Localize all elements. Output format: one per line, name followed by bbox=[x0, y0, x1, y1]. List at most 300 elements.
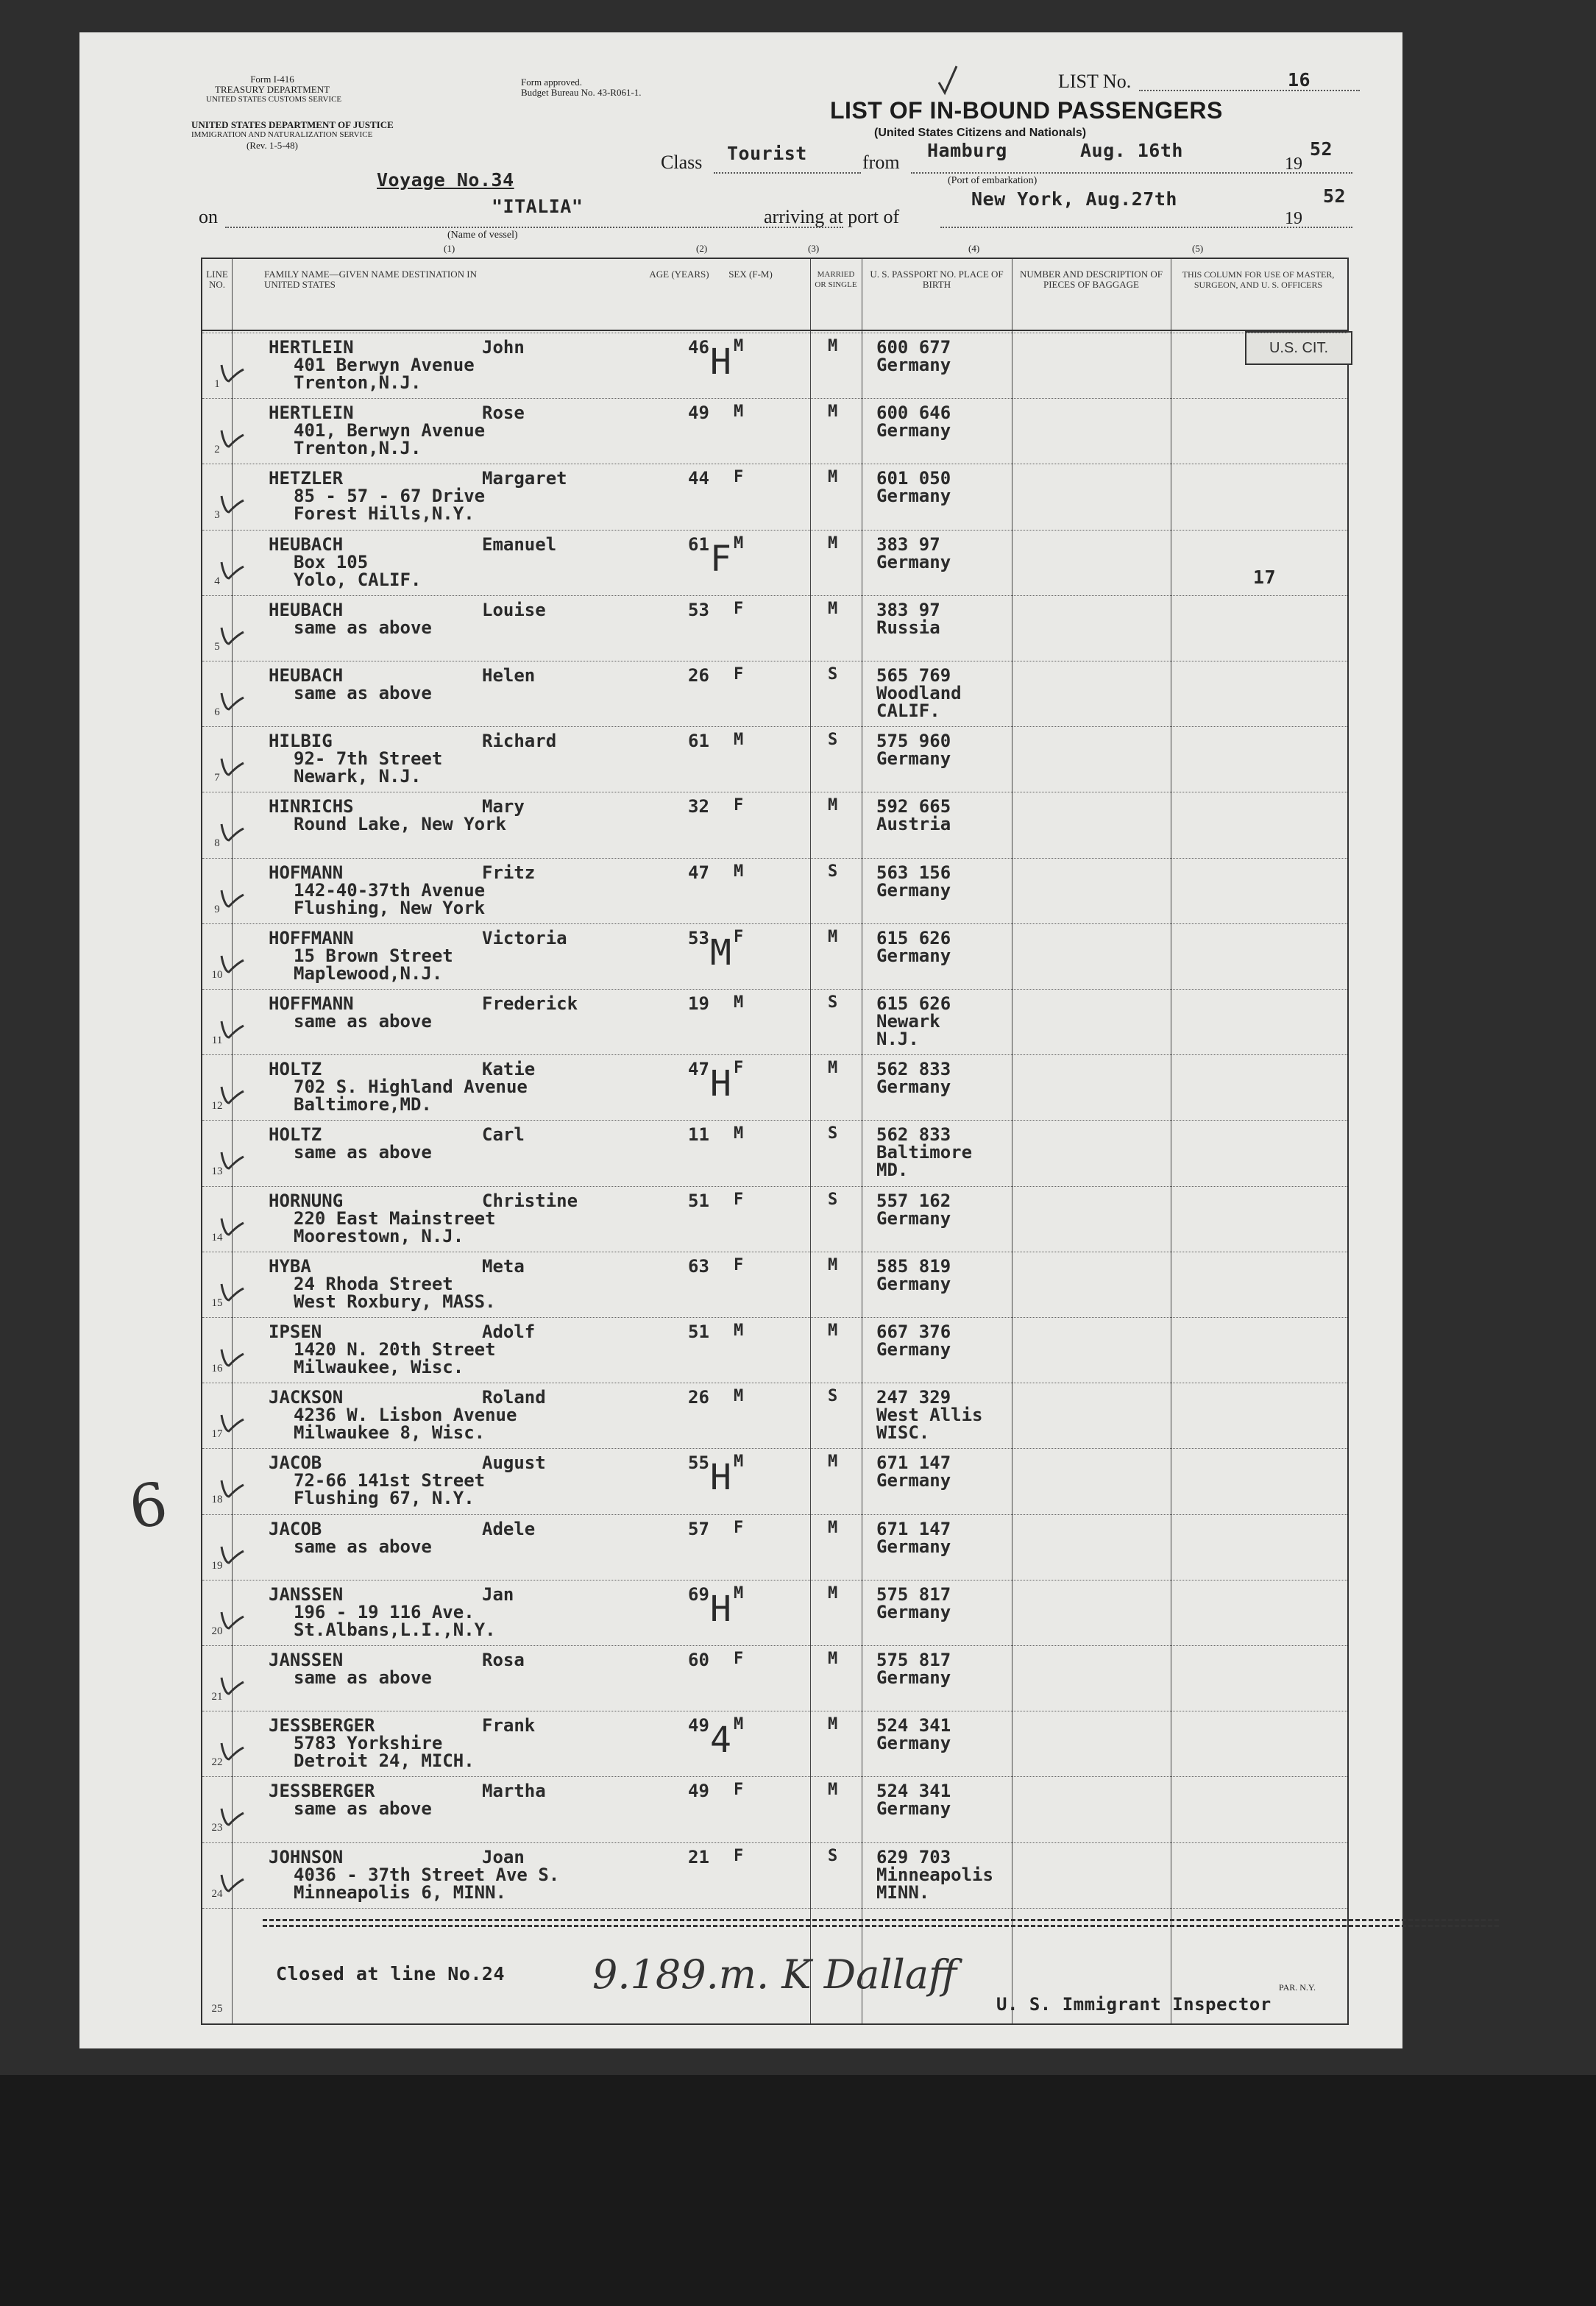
address-line-2: Maplewood,N.J. bbox=[294, 962, 443, 984]
family-name: HEUBACH bbox=[269, 599, 344, 620]
passenger-table bbox=[201, 258, 1349, 2025]
line-number: 13 bbox=[211, 1166, 223, 1178]
col-number-3: (3) bbox=[808, 243, 820, 254]
age: 55 bbox=[688, 1452, 709, 1474]
check-mark-icon bbox=[219, 347, 245, 384]
age: 11 bbox=[688, 1124, 709, 1146]
voyage-number: Voyage No.34 bbox=[377, 169, 514, 191]
passport-number: 247 329 bbox=[876, 1387, 951, 1408]
embarkation-note: (Port of embarkation) bbox=[948, 175, 1038, 186]
header-married: MARRIED OR SINGLE bbox=[815, 270, 857, 289]
address-line-2: Baltimore,MD. bbox=[294, 1094, 432, 1115]
address-line-1: 401, Berwyn Avenue bbox=[294, 420, 486, 441]
arrival-value: New York, Aug.27th bbox=[971, 188, 1177, 210]
revision-label: (Rev. 1-5-48) bbox=[247, 140, 298, 151]
sex: M bbox=[734, 1715, 744, 1734]
line-number: 4 bbox=[214, 575, 220, 587]
given-name: Rose bbox=[482, 402, 525, 424]
header-age: AGE (YEARS) bbox=[649, 269, 709, 280]
place-of-birth: Germany bbox=[876, 1798, 951, 1820]
check-mark-icon bbox=[219, 1594, 245, 1631]
passenger-row bbox=[202, 1448, 1347, 1514]
given-name: Emanuel bbox=[482, 533, 557, 555]
age: 69 bbox=[688, 1583, 709, 1605]
year-prefix-1: 19 bbox=[1285, 155, 1302, 174]
passport-number: 562 833 bbox=[876, 1059, 951, 1080]
line-number: 3 bbox=[214, 509, 220, 522]
address-line-1: same as above bbox=[294, 683, 432, 703]
family-name: JOHNSON bbox=[269, 1846, 344, 1867]
place-of-birth-line-2: N.J. bbox=[876, 1029, 919, 1049]
marital-status: M bbox=[828, 599, 838, 618]
sex: M bbox=[734, 1124, 744, 1143]
marital-status: M bbox=[828, 1059, 838, 1078]
line-number: 22 bbox=[211, 1756, 223, 1769]
check-mark-icon bbox=[219, 873, 245, 909]
marital-status: S bbox=[828, 1387, 838, 1406]
address-line-1: 401 Berwyn Avenue bbox=[294, 355, 475, 375]
given-name: Martha bbox=[482, 1781, 546, 1802]
place-of-birth: Germany bbox=[876, 1536, 951, 1557]
family-name: JACOB bbox=[269, 1452, 322, 1474]
us-citizen-stamp: U.S. CIT. bbox=[1245, 331, 1352, 365]
check-mark-icon bbox=[219, 1332, 245, 1369]
handwritten-mark: M bbox=[710, 932, 731, 973]
family-name: HERTLEIN bbox=[269, 402, 354, 424]
ins-label: IMMIGRATION AND NATURALIZATION SERVICE bbox=[191, 130, 373, 139]
marital-status: M bbox=[828, 1255, 838, 1274]
sex: F bbox=[734, 665, 744, 684]
col-number-1: (1) bbox=[444, 243, 455, 254]
place-of-birth: Minneapolis bbox=[876, 1864, 993, 1885]
place-of-birth: Germany bbox=[876, 1339, 951, 1360]
line-number: 5 bbox=[214, 640, 220, 653]
passport-number: 565 769 bbox=[876, 665, 951, 686]
passenger-row bbox=[202, 726, 1347, 792]
line-number-25: 25 bbox=[211, 2003, 223, 2015]
col-number-4: (4) bbox=[968, 243, 980, 254]
marital-status: M bbox=[828, 533, 838, 553]
given-name: Frank bbox=[482, 1715, 536, 1736]
passenger-row bbox=[202, 1842, 1347, 1908]
marital-status: S bbox=[828, 862, 838, 881]
line-number: 16 bbox=[211, 1363, 223, 1374]
marital-status: M bbox=[828, 1321, 838, 1340]
family-name: IPSEN bbox=[269, 1321, 322, 1342]
address-line-2: Detroit 24, MICH. bbox=[294, 1750, 475, 1772]
manifest-page bbox=[79, 32, 1402, 2048]
arriving-label: arriving at port of bbox=[764, 206, 900, 227]
place-of-birth: Germany bbox=[876, 486, 951, 507]
passport-number: 575 817 bbox=[876, 1583, 951, 1605]
line-number: 18 bbox=[211, 1494, 223, 1506]
address-line-1: Box 105 bbox=[294, 551, 369, 572]
age: 51 bbox=[688, 1190, 709, 1211]
marital-status: S bbox=[828, 993, 838, 1012]
passenger-row bbox=[202, 1186, 1347, 1252]
budget-bureau: Budget Bureau No. 43-R061-1. bbox=[521, 87, 642, 98]
check-mark-icon bbox=[219, 1857, 245, 1894]
marital-status: S bbox=[828, 1124, 838, 1143]
marital-status: M bbox=[828, 1650, 838, 1668]
vessel-name: "ITALIA" bbox=[492, 196, 584, 217]
passport-number: 585 819 bbox=[876, 1255, 951, 1277]
justice-label: UNITED STATES DEPARTMENT OF JUSTICE bbox=[191, 119, 394, 130]
family-name: HOFMANN bbox=[269, 862, 344, 883]
passport-number: 383 97 bbox=[876, 599, 940, 620]
place-of-birth: Germany bbox=[876, 1733, 951, 1754]
passport-number: 575 817 bbox=[876, 1650, 951, 1670]
place-of-birth-line-2: CALIF. bbox=[876, 700, 940, 721]
place-of-birth: Germany bbox=[876, 1273, 951, 1294]
address-line-1: 15 Brown Street bbox=[294, 945, 453, 966]
age: 63 bbox=[688, 1255, 709, 1277]
handwritten-mark: H bbox=[710, 341, 731, 383]
col-number-2: (2) bbox=[696, 243, 708, 254]
address-line-2: Moorestown, N.J. bbox=[294, 1225, 464, 1246]
given-name: August bbox=[482, 1452, 546, 1474]
family-name: HOLTZ bbox=[269, 1059, 322, 1080]
given-name: John bbox=[482, 337, 525, 358]
check-mark-icon bbox=[219, 1004, 245, 1040]
sex: M bbox=[734, 337, 744, 355]
place-of-birth: Germany bbox=[876, 420, 951, 441]
passenger-row bbox=[202, 989, 1347, 1054]
class-value: Tourist bbox=[727, 143, 807, 164]
address-line-1: 5783 Yorkshire bbox=[294, 1733, 443, 1754]
address-line-1: 220 East Mainstreet bbox=[294, 1207, 496, 1229]
place-of-birth: West Allis bbox=[876, 1405, 983, 1426]
header-baggage: NUMBER AND DESCRIPTION OF PIECES OF BAGGAGE bbox=[1020, 269, 1163, 290]
inspector-label: U. S. Immigrant Inspector bbox=[996, 1994, 1272, 2015]
address-line-1: same as above bbox=[294, 1798, 432, 1820]
passport-number: 629 703 bbox=[876, 1846, 951, 1867]
marital-status: M bbox=[828, 337, 838, 355]
sex: M bbox=[734, 402, 744, 422]
given-name: Roland bbox=[482, 1387, 546, 1408]
given-name: Frederick bbox=[482, 993, 578, 1014]
list-no-label: LIST No. bbox=[1058, 71, 1132, 92]
given-name: Christine bbox=[482, 1190, 578, 1211]
given-name: Adolf bbox=[482, 1321, 536, 1342]
sex: F bbox=[734, 1059, 744, 1078]
handwritten-mark: H bbox=[710, 1063, 731, 1105]
given-name: Mary bbox=[482, 796, 525, 817]
age: 21 bbox=[688, 1846, 709, 1867]
sex: M bbox=[734, 862, 744, 881]
line-number: 6 bbox=[214, 706, 220, 718]
check-mark-icon bbox=[219, 413, 245, 450]
place-of-birth: Baltimore bbox=[876, 1142, 973, 1163]
address-line-1: 196 - 19 116 Ave. bbox=[294, 1601, 475, 1622]
passenger-row bbox=[202, 398, 1347, 464]
given-name: Louise bbox=[482, 599, 546, 620]
place-of-birth: Russia bbox=[876, 617, 940, 638]
line-number: 24 bbox=[211, 1887, 223, 1900]
departure-date: Aug. 16th bbox=[1080, 140, 1183, 161]
sex: F bbox=[734, 1190, 744, 1209]
line-number: 20 bbox=[211, 1625, 223, 1637]
address-line-1: same as above bbox=[294, 1667, 432, 1688]
from-label: from bbox=[862, 152, 900, 173]
passport-number: 562 833 bbox=[876, 1124, 951, 1146]
family-name: JACKSON bbox=[269, 1387, 344, 1408]
sex: M bbox=[734, 731, 744, 750]
class-label: Class bbox=[661, 152, 703, 173]
passport-number: 524 341 bbox=[876, 1715, 951, 1736]
sex: F bbox=[734, 1781, 744, 1800]
address-line-1: 1420 N. 20th Street bbox=[294, 1339, 496, 1360]
passenger-row bbox=[202, 661, 1347, 726]
closing-rule bbox=[263, 1919, 1499, 1921]
place-of-birth: Germany bbox=[876, 945, 951, 966]
page-subtitle: (United States Citizens and Nationals) bbox=[874, 127, 1087, 139]
given-name: Adele bbox=[482, 1518, 536, 1539]
sex: F bbox=[734, 1518, 744, 1537]
closing-rule bbox=[263, 1925, 1499, 1927]
check-mark-icon bbox=[933, 62, 962, 99]
year-suffix-1: 52 bbox=[1310, 138, 1333, 160]
treasury-label: TREASURY DEPARTMENT bbox=[214, 84, 330, 95]
address-line-1: 142-40-37th Avenue bbox=[294, 879, 486, 901]
sex: M bbox=[734, 993, 744, 1012]
check-mark-icon bbox=[219, 1201, 245, 1238]
age: 51 bbox=[688, 1321, 709, 1342]
check-mark-icon bbox=[219, 1791, 245, 1828]
family-name: HOFFMANN bbox=[269, 927, 354, 948]
given-name: Margaret bbox=[482, 468, 567, 489]
marital-status: M bbox=[828, 1518, 838, 1537]
header-line-no: LINE NO. bbox=[206, 269, 228, 290]
line-number: 9 bbox=[214, 903, 220, 915]
place-of-birth: Germany bbox=[876, 1076, 951, 1098]
sex: F bbox=[734, 1255, 744, 1274]
check-mark-icon bbox=[219, 1266, 245, 1303]
list-number: 16 bbox=[1288, 69, 1311, 91]
line-number: 11 bbox=[211, 1035, 223, 1046]
age: 49 bbox=[688, 402, 709, 424]
year-suffix-2: 52 bbox=[1323, 185, 1347, 207]
handwritten-signature: 9.189.m. K Dallaff bbox=[592, 1951, 957, 1998]
check-mark-icon bbox=[219, 938, 245, 975]
line-number: 23 bbox=[211, 1822, 223, 1834]
marital-status: M bbox=[828, 796, 838, 815]
family-name: JESSBERGER bbox=[269, 1715, 375, 1736]
line-number: 15 bbox=[211, 1296, 223, 1309]
passenger-row bbox=[202, 333, 1347, 398]
check-mark-icon bbox=[219, 610, 245, 647]
address-line-1: same as above bbox=[294, 1536, 432, 1557]
line-number: 7 bbox=[214, 772, 220, 784]
par-note: PAR. N.Y. bbox=[1279, 1982, 1316, 1993]
address-line-2: Newark, N.J. bbox=[294, 766, 422, 787]
sex: M bbox=[734, 1321, 744, 1340]
address-line-1: Round Lake, New York bbox=[294, 814, 506, 835]
sex: F bbox=[734, 468, 744, 487]
check-mark-icon bbox=[219, 1529, 245, 1566]
check-mark-icon bbox=[219, 1069, 245, 1106]
family-name: HOFFMANN bbox=[269, 993, 354, 1014]
address-line-2: Flushing 67, N.Y. bbox=[294, 1488, 475, 1509]
check-mark-icon bbox=[219, 1397, 245, 1434]
sex: M bbox=[734, 1452, 744, 1472]
closed-at-line: Closed at line No.24 bbox=[276, 1963, 506, 1984]
age: 47 bbox=[688, 862, 709, 883]
line-number: 8 bbox=[214, 837, 220, 850]
passenger-row bbox=[202, 1120, 1347, 1185]
given-name: Jan bbox=[482, 1583, 514, 1605]
marital-status: M bbox=[828, 1583, 838, 1603]
address-line-1: 85 - 57 - 67 Drive bbox=[294, 486, 486, 507]
place-of-birth: Germany bbox=[876, 355, 951, 375]
line-number: 19 bbox=[211, 1559, 223, 1572]
form-number: Form I-416 bbox=[250, 74, 294, 85]
sex: M bbox=[734, 533, 744, 553]
page-title: LIST OF IN-BOUND PASSENGERS bbox=[830, 97, 1223, 124]
marital-status: M bbox=[828, 468, 838, 487]
passport-number: 592 665 bbox=[876, 796, 951, 817]
check-mark-icon bbox=[219, 544, 245, 581]
given-name: Carl bbox=[482, 1124, 525, 1146]
passenger-row bbox=[202, 1580, 1347, 1645]
passport-number: 671 147 bbox=[876, 1518, 951, 1539]
passenger-row bbox=[202, 858, 1347, 923]
given-name: Victoria bbox=[482, 927, 567, 948]
age: 53 bbox=[688, 927, 709, 948]
address-line-1: 4236 W. Lisbon Avenue bbox=[294, 1405, 517, 1426]
place-of-birth-line-2: WISC. bbox=[876, 1422, 930, 1444]
line-number: 17 bbox=[211, 1428, 223, 1441]
sex: F bbox=[734, 796, 744, 815]
place-of-birth: Germany bbox=[876, 1667, 951, 1688]
marital-status: M bbox=[828, 1781, 838, 1800]
passport-number: 600 677 bbox=[876, 337, 951, 358]
passenger-row bbox=[202, 792, 1347, 857]
check-mark-icon bbox=[219, 1660, 245, 1697]
passport-number: 671 147 bbox=[876, 1452, 951, 1474]
address-line-1: same as above bbox=[294, 1142, 432, 1163]
header-sex: SEX (F-M) bbox=[728, 269, 773, 280]
passport-number: 563 156 bbox=[876, 862, 951, 883]
family-name: JANSSEN bbox=[269, 1583, 344, 1605]
passenger-row bbox=[202, 1054, 1347, 1120]
address-line-1: 24 Rhoda Street bbox=[294, 1273, 453, 1294]
place-of-birth-line-2: MINN. bbox=[876, 1881, 930, 1903]
margin-note: 6 bbox=[124, 1469, 172, 1543]
family-name: HINRICHS bbox=[269, 796, 354, 817]
marital-status: S bbox=[828, 731, 838, 750]
passport-number: 601 050 bbox=[876, 468, 951, 489]
passenger-row bbox=[202, 1645, 1347, 1711]
passenger-row bbox=[202, 1776, 1347, 1842]
from-value: Hamburg bbox=[927, 140, 1007, 161]
age: 47 bbox=[688, 1059, 709, 1080]
age: 44 bbox=[688, 468, 709, 489]
family-name: HERTLEIN bbox=[269, 337, 354, 358]
age: 61 bbox=[688, 731, 709, 752]
marital-status: S bbox=[828, 665, 838, 684]
customs-label: UNITED STATES CUSTOMS SERVICE bbox=[206, 95, 342, 104]
passport-number: 524 341 bbox=[876, 1781, 951, 1802]
passport-number: 667 376 bbox=[876, 1321, 951, 1342]
address-line-2: Trenton,N.J. bbox=[294, 372, 422, 393]
family-name: HEUBACH bbox=[269, 533, 344, 555]
passenger-row bbox=[202, 1317, 1347, 1383]
passenger-row bbox=[202, 1711, 1347, 1776]
family-name: JACOB bbox=[269, 1518, 322, 1539]
passenger-row bbox=[202, 1383, 1347, 1448]
address-line-2: Milwaukee 8, Wisc. bbox=[294, 1422, 486, 1444]
place-of-birth: Germany bbox=[876, 879, 951, 901]
family-name: JANSSEN bbox=[269, 1650, 344, 1670]
place-of-birth: Newark bbox=[876, 1011, 940, 1032]
age: 46 bbox=[688, 337, 709, 358]
passenger-row bbox=[202, 464, 1347, 529]
age: 49 bbox=[688, 1715, 709, 1736]
address-line-1: 4036 - 37th Street Ave S. bbox=[294, 1864, 560, 1885]
age: 19 bbox=[688, 993, 709, 1014]
line-number: 1 bbox=[214, 378, 220, 390]
header-name: FAMILY NAME—GIVEN NAME DESTINATION IN UNITED STATES bbox=[264, 269, 478, 290]
place-of-birth: Germany bbox=[876, 1207, 951, 1229]
sex: F bbox=[734, 1846, 744, 1865]
age: 61 bbox=[688, 533, 709, 555]
line-number: 21 bbox=[211, 1691, 223, 1703]
check-mark-icon bbox=[219, 1463, 245, 1500]
line-number: 2 bbox=[214, 444, 220, 456]
handwritten-mark: H bbox=[710, 1588, 731, 1630]
passport-number: 615 626 bbox=[876, 993, 951, 1014]
passenger-row bbox=[202, 1514, 1347, 1580]
sex: F bbox=[734, 1650, 744, 1668]
age: 60 bbox=[688, 1650, 709, 1670]
line-number: 12 bbox=[211, 1100, 223, 1113]
family-name: HORNUNG bbox=[269, 1190, 344, 1211]
address-line-2: Trenton,N.J. bbox=[294, 438, 422, 459]
place-of-birth: Germany bbox=[876, 551, 951, 572]
sex: F bbox=[734, 599, 744, 618]
on-label: on bbox=[199, 206, 218, 227]
family-name: HOLTZ bbox=[269, 1124, 322, 1146]
place-of-birth-line-2: MD. bbox=[876, 1160, 909, 1181]
family-name: HEUBACH bbox=[269, 665, 344, 686]
place-of-birth: Germany bbox=[876, 748, 951, 770]
address-line-1: 92- 7th Street bbox=[294, 748, 443, 770]
year-prefix-2: 19 bbox=[1285, 209, 1302, 228]
family-name: JESSBERGER bbox=[269, 1781, 375, 1802]
age: 32 bbox=[688, 796, 709, 817]
family-name: HILBIG bbox=[269, 731, 333, 752]
passport-number: 557 162 bbox=[876, 1190, 951, 1211]
address-line-1: 72-66 141st Street bbox=[294, 1470, 486, 1491]
vessel-note: (Name of vessel) bbox=[447, 230, 518, 241]
handwritten-mark: 4 bbox=[710, 1720, 731, 1762]
marital-status: S bbox=[828, 1846, 838, 1865]
passport-number: 600 646 bbox=[876, 402, 951, 424]
marital-status: M bbox=[828, 402, 838, 422]
given-name: Helen bbox=[482, 665, 536, 686]
family-name: HYBA bbox=[269, 1255, 311, 1277]
address-line-2: Milwaukee, Wisc. bbox=[294, 1357, 464, 1377]
sex: F bbox=[734, 927, 744, 946]
sex: M bbox=[734, 1387, 744, 1406]
address-line-1: 702 S. Highland Avenue bbox=[294, 1076, 528, 1098]
given-name: Richard bbox=[482, 731, 557, 752]
header-passport: U. S. PASSPORT NO. PLACE OF BIRTH bbox=[870, 269, 1004, 290]
handwritten-mark: F bbox=[710, 538, 731, 580]
line-number: 14 bbox=[211, 1231, 223, 1244]
address-line-1: same as above bbox=[294, 617, 432, 638]
